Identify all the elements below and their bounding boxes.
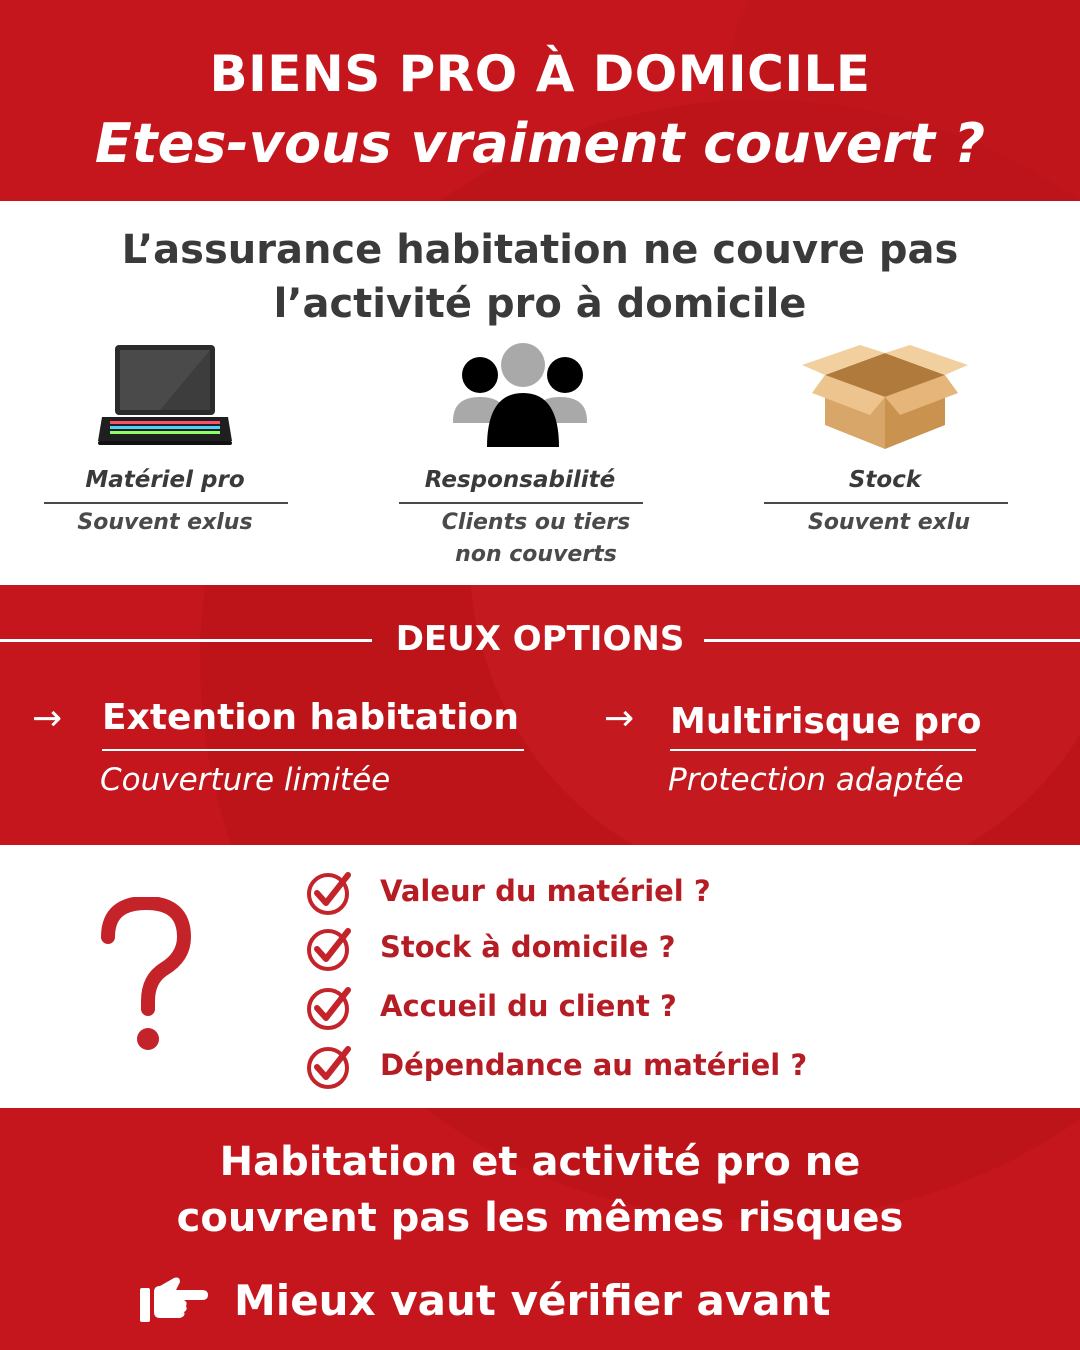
arrow-right-icon: →	[32, 698, 63, 739]
item-divider	[399, 502, 643, 504]
laptop-icon	[40, 341, 290, 451]
page-title: BIENS PRO À DOMICILE	[209, 45, 871, 103]
cardboard-box-icon	[760, 341, 1010, 451]
header	[0, 0, 1080, 200]
options-title: DEUX OPTIONS	[395, 619, 685, 659]
checklist-item	[304, 867, 1004, 917]
item-note-line-1: Souvent exlus	[77, 510, 253, 535]
check-circle-icon	[304, 923, 354, 973]
checklist-panel	[0, 845, 1080, 1108]
option-divider	[670, 749, 976, 751]
check-circle-icon	[304, 982, 354, 1032]
people-group-icon	[395, 341, 645, 451]
item-label: Matériel pro	[85, 467, 245, 493]
item-divider	[44, 502, 288, 504]
option-divider	[102, 749, 524, 751]
headline-line-1: L’assurance habitation ne couvre pas	[121, 227, 959, 273]
option-title: Extention habitation	[102, 697, 519, 738]
page-subtitle: Etes-vous vraiment couvert ?	[94, 112, 986, 175]
option-subtitle: Protection adaptée	[668, 762, 964, 798]
checklist-text: Stock à domicile ?	[380, 930, 676, 964]
item-label: Responsabilité	[424, 467, 616, 493]
item-note-line-1: Clients ou tiers	[441, 510, 631, 535]
question-mark-icon	[96, 897, 196, 1057]
item-note-line-1: Souvent exlu	[807, 510, 971, 535]
item-label: Stock	[848, 467, 922, 493]
item-note	[411, 507, 661, 571]
option-title: Multirisque pro	[670, 701, 982, 742]
options-section	[0, 585, 1080, 845]
checklist-text: Valeur du matériel ?	[380, 874, 711, 908]
checklist-item	[304, 923, 1004, 973]
checklist-item	[304, 1041, 1004, 1091]
arrow-right-icon: →	[604, 698, 635, 739]
checklist-text: Dépendance au matériel ?	[380, 1048, 808, 1082]
check-circle-icon	[304, 1041, 354, 1091]
pointing-hand-icon	[140, 1272, 208, 1324]
checklist-item	[304, 982, 1004, 1032]
item-note	[764, 507, 1014, 539]
option-subtitle: Couverture limitée	[100, 762, 391, 798]
item-divider	[764, 502, 1008, 504]
coverage-panel	[0, 201, 1080, 585]
coverage-headline	[0, 223, 1080, 331]
footer	[0, 1108, 1080, 1350]
item-note-line-2: non couverts	[455, 542, 617, 567]
cta	[140, 1270, 960, 1330]
footer-line-1: Habitation et activité pro ne	[219, 1139, 861, 1185]
check-circle-icon	[304, 867, 354, 917]
headline-line-2: l’activité pro à domicile	[273, 281, 807, 327]
footer-line-2: couvrent pas les mêmes risques	[176, 1195, 904, 1241]
cta-text: Mieux vaut vérifier avant	[234, 1276, 831, 1325]
item-note	[40, 507, 290, 539]
footer-message	[0, 1134, 1080, 1246]
checklist-text: Accueil du client ?	[380, 989, 677, 1023]
